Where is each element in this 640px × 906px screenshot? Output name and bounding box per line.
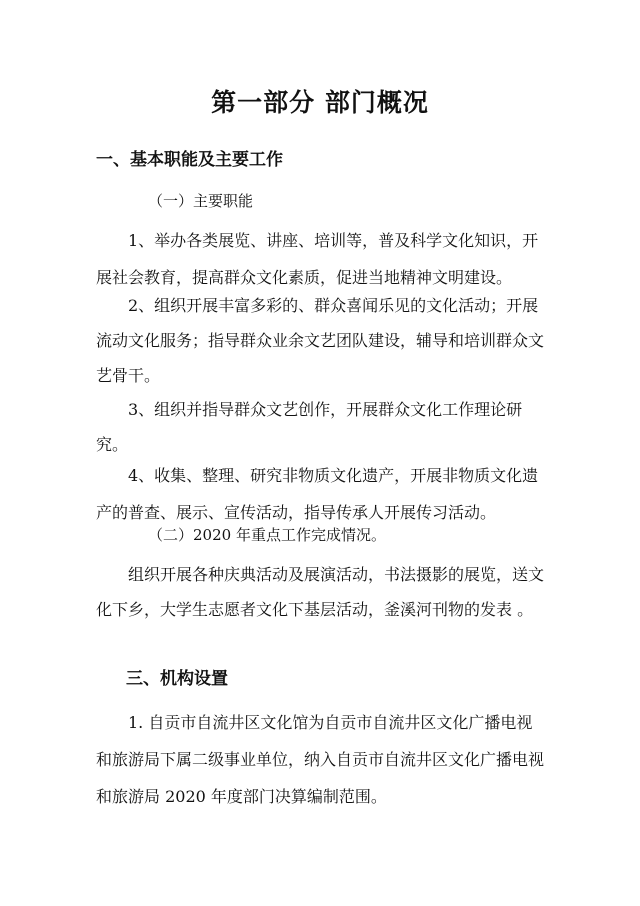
function-item-4: 4、收集、整理、研究非物质文化遗产，开展非物质文化遗产的普查、展示、宣传活动，指导传承人开展传习活动。	[96, 466, 539, 522]
function-item-3: 3、组织并指导群众文艺创作，开展群众文化工作理论研究。	[96, 400, 523, 454]
section-heading-organization: 三、机构设置	[126, 669, 228, 689]
subheading-main-functions: （一）主要职能	[148, 192, 254, 210]
organization-paragraph: 1. 自贡市自流井区文化馆为自贡市自流井区文化广播电视和旅游局下属二级事业单位，纳入自贡市自流井区文化广播电视和旅游局 2020 年度部门决算编制范围。	[96, 713, 545, 806]
subheading-key-work-2020: （二）2020 年重点工作完成情况。	[148, 526, 386, 544]
section-heading-basic-functions: 一、基本职能及主要工作	[96, 150, 283, 170]
key-work-paragraph: 组织开展各种庆典活动及展演活动，书法摄影的展览，送文化下乡，大学生志愿者文化下基层活动，釜溪河刊物的发表 。	[96, 565, 545, 619]
function-item-1: 1、举办各类展览、讲座、培训等，普及科学文化知识，开展社会教育，提高群众文化素质，促进当地精神文明建设。	[96, 231, 539, 287]
function-item-2: 2、组织开展丰富多彩的、群众喜闻乐见的文化活动；开展流动文化服务；指导群众业余文艺团队建设，辅导和培训群众文艺骨干。	[96, 296, 545, 385]
page-title: 第一部分 部门概况	[211, 88, 429, 117]
